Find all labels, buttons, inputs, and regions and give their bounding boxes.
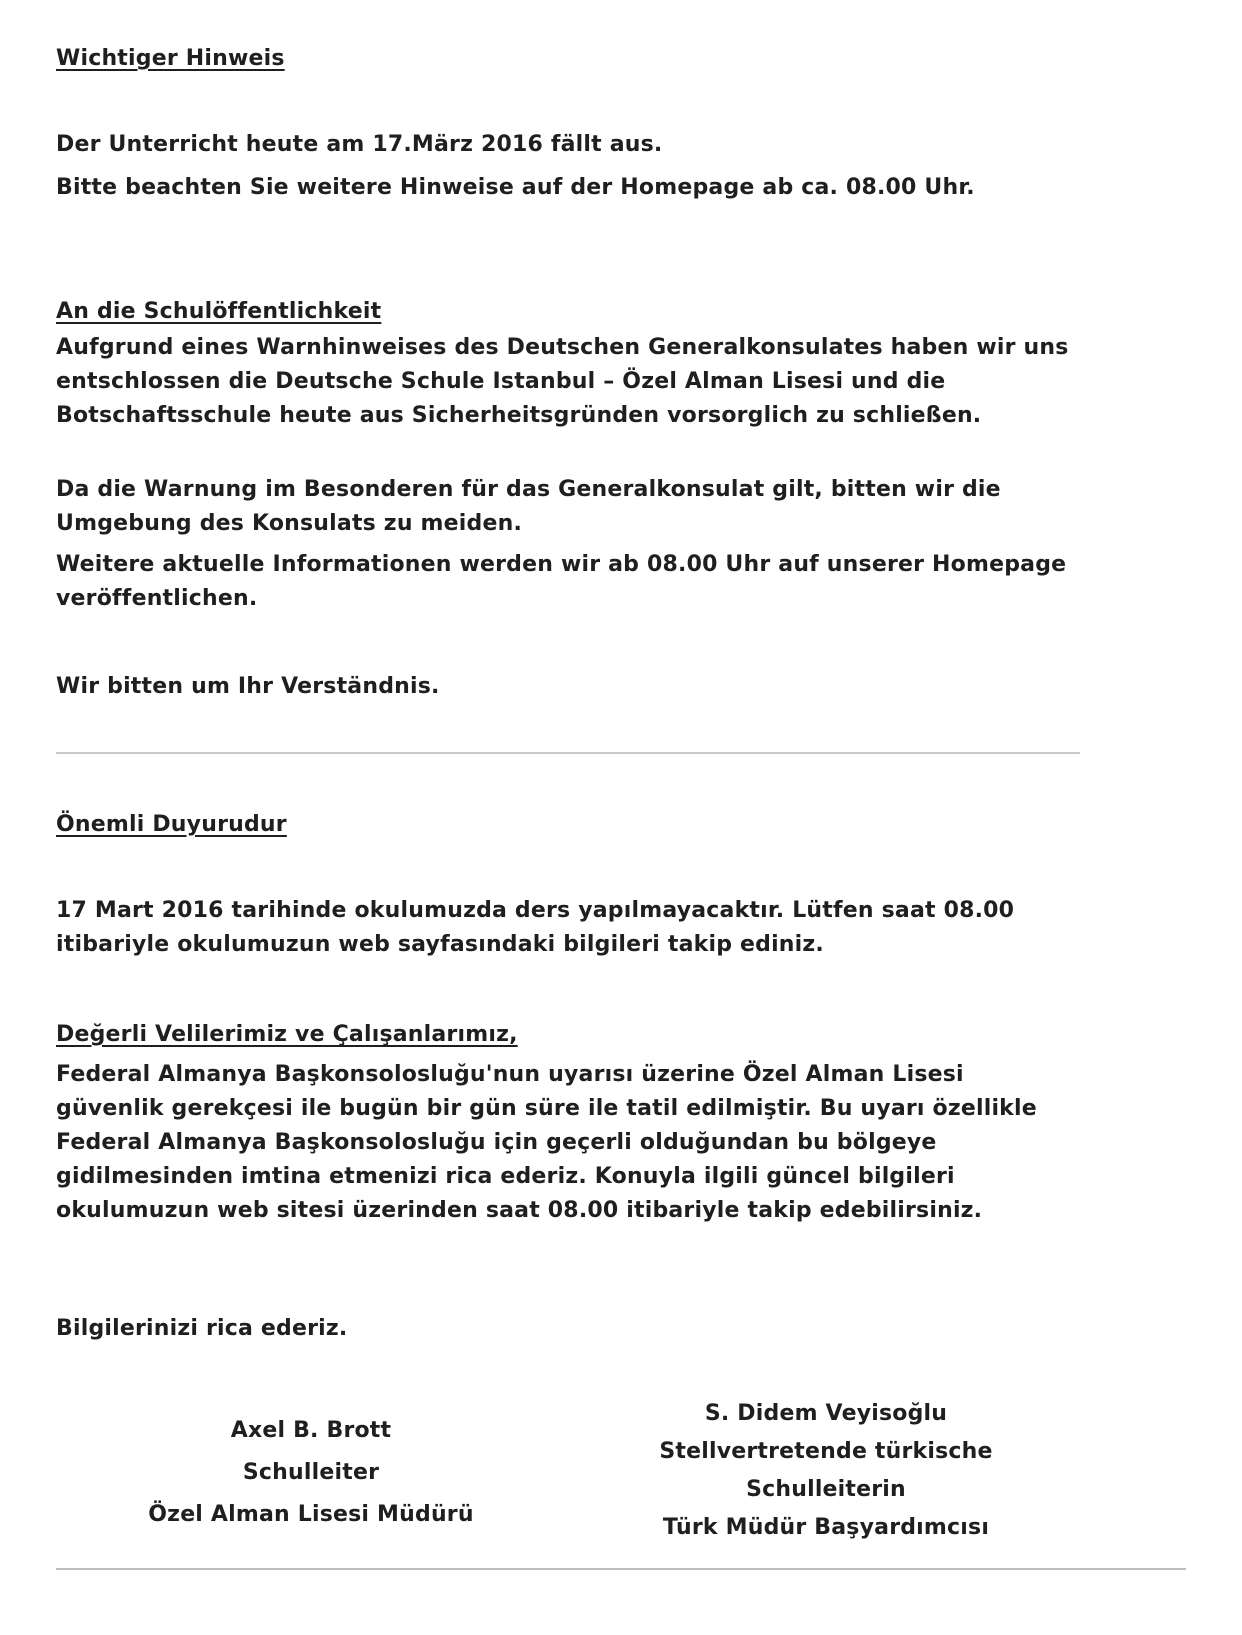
- signature-left: [96, 1410, 526, 1536]
- german-line-1: Der Unterricht heute am 17.März 2016 fällt aus.: [56, 132, 663, 157]
- signature-right-title-tr: Türk Müdür Başyardımcısı: [662, 1515, 990, 1540]
- german-paragraph-2: Da die Warnung im Besonderen für das Generalkonsulat gilt, bitten wir die Umgebung des Konsulats zu meiden.: [56, 477, 1001, 536]
- signature-left-title-tr: Özel Alman Lisesi Müdürü: [148, 1502, 474, 1527]
- german-paragraph-1: Aufgrund eines Warnhinweises des Deutschen Generalkonsulates haben wir uns entschlossen die Deutsche Schule Istanbul – Özel Alman Lisesi und die Botschaftsschule heute aus Sicherheitsgründen vorsorglich zu schließen.: [56, 335, 1069, 428]
- section-divider: [56, 752, 1080, 754]
- signature-left-name: Axel B. Brott: [230, 1418, 392, 1443]
- signature-left-title-de: Schulleiter: [242, 1460, 380, 1485]
- german-subheading: An die Schulöffentlichkeit: [56, 299, 382, 324]
- german-line-2: Bitte beachten Sie weitere Hinweise auf der Homepage ab ca. 08.00 Uhr.: [56, 175, 975, 200]
- german-heading: Wichtiger Hinweis: [56, 46, 285, 71]
- turkish-closing: Bilgilerinizi rica ederiz.: [56, 1316, 348, 1341]
- german-paragraph-3: Weitere aktuelle Informationen werden wir ab 08.00 Uhr auf unserer Homepage veröffentlichen.: [56, 552, 1067, 611]
- signature-right-title-de-2: Schulleiterin: [746, 1477, 906, 1502]
- german-closing: Wir bitten um Ihr Verständnis.: [56, 674, 440, 699]
- turkish-line-1: 17 Mart 2016 tarihinde okulumuzda ders yapılmayacaktır. Lütfen saat 08.00 itibariyle okulumuzun web sayfasındaki bilgileri takip ediniz.: [56, 898, 1015, 957]
- turkish-paragraph-1: Federal Almanya Başkonsolosluğu'nun uyarısı üzerine Özel Alman Lisesi güvenlik gerekçesi ile bugün bir gün süre ile tatil edilmiştir. Bu uyarı özellikle Federal Almanya Başkonsolosluğu için geçerli olduğundan bu bölgeye gidilmesinden imtina etmenizi rica ederiz. Konuyla ilgili güncel bilgileri okulumuzun web sitesi üzerinden saat 08.00 itibariyle takip edebilirsiniz.: [56, 1062, 1037, 1223]
- turkish-subheading: Değerli Velilerimiz ve Çalışanlarımız,: [56, 1022, 518, 1047]
- signature-right-title-de-1: Stellvertretende türkische: [659, 1439, 993, 1464]
- signature-right-name: S. Didem Veyisoğlu: [704, 1401, 948, 1426]
- turkish-heading: Önemli Duyurudur: [56, 812, 287, 837]
- bottom-divider: [56, 1568, 1186, 1570]
- signature-right: [616, 1395, 1036, 1547]
